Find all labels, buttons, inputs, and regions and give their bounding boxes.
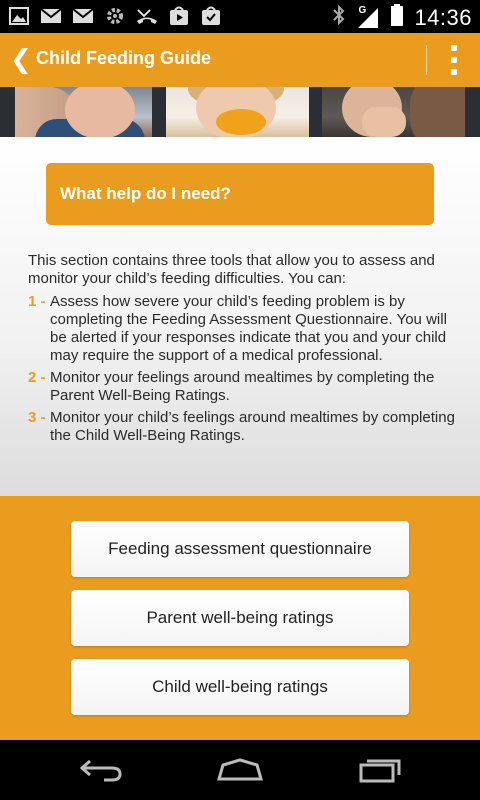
image-icon bbox=[8, 5, 30, 27]
banner-photo-child-3 bbox=[322, 87, 465, 137]
parent-wellbeing-button[interactable]: Parent well-being ratings bbox=[71, 590, 409, 646]
banner-photo-child-2 bbox=[166, 87, 309, 137]
content-area bbox=[0, 137, 480, 496]
back-button[interactable] bbox=[72, 754, 128, 786]
banner-photo-child-1 bbox=[15, 87, 152, 137]
list-item bbox=[28, 293, 458, 365]
feeding-assessment-button[interactable]: Feeding assessment questionnaire bbox=[71, 521, 409, 577]
child-wellbeing-button[interactable]: Child well-being ratings bbox=[71, 659, 409, 715]
overflow-menu-icon[interactable] bbox=[448, 45, 460, 75]
missed-call-icon bbox=[136, 5, 158, 27]
mail-icon bbox=[40, 5, 62, 27]
battery-icon bbox=[390, 3, 404, 32]
list-item-text: Monitor your feelings around mealtimes by completing the Parent Well-Being Ratings. bbox=[50, 369, 435, 404]
system-icons bbox=[332, 3, 472, 32]
action-bar bbox=[0, 33, 480, 87]
signal-icon bbox=[356, 6, 380, 30]
mail-icon bbox=[72, 5, 94, 27]
list-item-text: Assess how severe your child’s feeding problem is by completing the Feeding Assessment Questionnaire. You will be alerted if your responses indicate that you and your child may require the support of a medical professional. bbox=[50, 293, 447, 364]
recent-apps-button[interactable] bbox=[352, 754, 408, 786]
status-bar bbox=[0, 0, 480, 33]
tool-buttons-panel bbox=[0, 496, 480, 740]
clock: 14:36 bbox=[414, 4, 472, 30]
bluetooth-icon bbox=[332, 4, 346, 31]
task-icon bbox=[200, 5, 222, 27]
list-item-number: 1 - bbox=[28, 293, 46, 310]
play-store-icon bbox=[168, 5, 190, 27]
list-item-number: 3 - bbox=[28, 409, 46, 426]
list-item bbox=[28, 369, 458, 405]
app-title[interactable]: Child Feeding Guide bbox=[36, 48, 211, 68]
section-heading-box bbox=[46, 163, 434, 225]
home-icon bbox=[215, 757, 265, 783]
list-item-number: 2 - bbox=[28, 369, 46, 386]
back-chevron-icon[interactable]: ❮ bbox=[10, 44, 32, 74]
settings-icon bbox=[104, 5, 126, 27]
home-button[interactable] bbox=[212, 754, 268, 786]
network-type-label: G bbox=[358, 4, 367, 16]
recent-apps-icon bbox=[357, 756, 403, 784]
list-item bbox=[28, 409, 458, 445]
section-heading: What help do I need? bbox=[60, 184, 231, 203]
intro-text: This section contains three tools that allow you to assess and monitor your child’s feeding difficulties. You can: bbox=[28, 252, 435, 287]
list-item-text: Monitor your child’s feelings around mealtimes by completing the Child Well-Being Ratings. bbox=[50, 409, 455, 444]
action-bar-divider bbox=[426, 45, 427, 75]
tool-list bbox=[28, 293, 458, 449]
back-arrow-icon bbox=[76, 757, 124, 783]
notification-icons bbox=[8, 5, 222, 27]
navigation-bar bbox=[0, 740, 480, 800]
header-banner bbox=[0, 87, 480, 137]
